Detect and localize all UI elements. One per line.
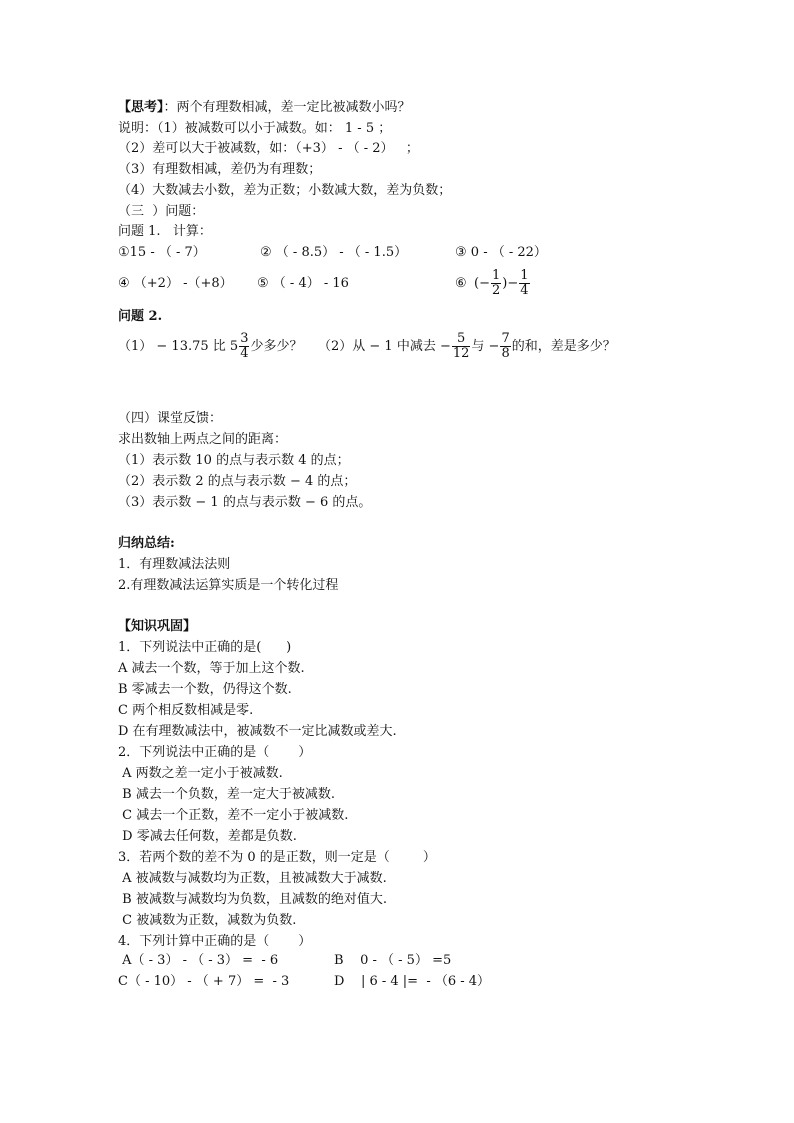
knowledge-q3-option-c: C 被减数为正数，减数为负数. <box>118 913 297 928</box>
numerator: 7 <box>501 331 510 346</box>
think-question: ：两个有理数相减，差一定比被减数小吗？ <box>163 100 411 115</box>
knowledge-q4-option-d: D | 6 - 4 |= - （6 - 4） <box>334 974 491 989</box>
fraction-three-quarters <box>239 332 249 361</box>
knowledge-q4-option-a: A（ - 3） - （ - 3） = - 6 <box>118 953 279 968</box>
numerator: 1 <box>520 268 529 283</box>
q2-2-post: 的和，差是多少？ <box>511 339 616 354</box>
denominator: 4 <box>240 346 249 361</box>
knowledge-q1: 1．下列说法中正确的是( ) <box>118 640 292 655</box>
q2-1-pre: （1） − 13.75 比 5 <box>118 339 239 354</box>
knowledge-q2-option-b: B 减去一个负数，差一定大于被减数. <box>118 787 335 802</box>
section4-heading: （四）课堂反馈： <box>118 411 223 426</box>
knowledge-q3-option-b: B 被减数与减数均为负数，且减数的绝对值大. <box>118 892 387 907</box>
q2-part-1 <box>118 329 302 365</box>
summary-item-1: 1．有理数减法法则 <box>118 557 231 572</box>
summary-heading: 归纳总结: <box>118 536 175 551</box>
denominator: 2 <box>491 283 501 298</box>
fraction-quarter <box>519 269 529 298</box>
q2-2-pre: （2）从 − 1 中减去 − <box>318 339 451 354</box>
question1-label: 问题 1. 计算： <box>118 224 212 239</box>
think-line <box>118 100 411 116</box>
knowledge-q4: 4．下列计算中正确的是（ ） <box>118 934 312 949</box>
q1-item-3: ③ 0 - （ - 22） <box>455 245 547 260</box>
knowledge-q1-option-a: A 减去一个数，等于加上这个数. <box>118 661 305 676</box>
fraction-five-twelfths <box>452 332 471 361</box>
q1-item-2: ② （ - 8.5） - （ - 1.5） <box>260 245 408 260</box>
think-point-4: （4）大数减去小数，差为正数；小数减大数，差为负数； <box>118 183 452 198</box>
knowledge-q2: 2．下列说法中正确的是（ ） <box>118 745 312 760</box>
expr-pre: (− <box>474 276 490 291</box>
knowledge-q1-option-d: D 在有理数减法中，被减数不一定比减数或差大. <box>118 724 397 739</box>
think-point-3: （3）有理数相减，差仍为有理数； <box>118 162 322 177</box>
section3-heading: （三 ）问题： <box>118 204 205 219</box>
question2-label: 问题 2. <box>118 309 163 324</box>
think-explain: 说明：（1）被减数可以小于减数。如： 1 - 5 ； <box>118 121 392 136</box>
q2-1-post: 少多少？ <box>250 339 303 354</box>
section4-item-2: （2）表示数 2 的点与表示数 − 4 的点； <box>118 474 357 489</box>
section4-intro: 求出数轴上两点之间的距离： <box>118 432 288 447</box>
knowledge-heading: 【知识巩固】 <box>118 619 197 634</box>
knowledge-q1-option-b: B 零减去一个数，仍得这个数. <box>118 682 292 697</box>
numerator: 3 <box>240 331 249 346</box>
denominator: 12 <box>452 346 470 361</box>
q1-item-6-label: ⑥ <box>455 276 467 291</box>
q1-item-4: ④ （+2） -（+8） <box>118 276 233 291</box>
numerator: 5 <box>456 331 466 346</box>
fraction-half <box>491 269 501 298</box>
fraction-seven-eighths <box>500 332 510 361</box>
q1-item-5: ⑤ （ - 4） - 16 <box>257 276 349 291</box>
summary-item-2: 2.有理数减法运算实质是一个转化过程 <box>118 578 339 593</box>
expr-mid: )− <box>502 276 519 291</box>
knowledge-q2-option-d: D 零减去任何数，差都是负数. <box>118 829 297 844</box>
q1-item-1: ①15 - （ - 7） <box>118 245 206 260</box>
knowledge-q4-option-c: C（ - 10） - （ + 7） = - 3 <box>118 974 290 989</box>
knowledge-q2-option-a: A 两数之差一定小于被减数. <box>118 766 283 781</box>
q1-item-6-expression <box>474 266 531 302</box>
think-point-2: （2）差可以大于被减数，如：（+3） - （ - 2） ； <box>118 141 419 156</box>
knowledge-q4-option-b: B 0 - （ - 5） =5 <box>334 953 452 968</box>
denominator: 4 <box>520 283 529 298</box>
denominator: 8 <box>501 346 510 361</box>
knowledge-q1-option-c: C 两个相反数相减是零. <box>118 703 254 718</box>
q2-part-2 <box>318 329 616 365</box>
knowledge-q3-option-a: A 被减数与减数均为正数，且被减数大于减数. <box>118 871 387 886</box>
knowledge-q2-option-c: C 减去一个正数，差不一定小于被减数. <box>118 808 349 823</box>
knowledge-q3: 3．若两个数的差不为 0 的是正数，则一定是（ ） <box>118 850 436 865</box>
section4-item-1: （1）表示数 10 的点与表示数 4 的点； <box>118 453 350 468</box>
q2-2-mid: 与 − <box>471 339 500 354</box>
numerator: 1 <box>491 268 501 283</box>
think-title: 【思考】 <box>118 100 164 115</box>
section4-item-3: （3）表示数 − 1 的点与表示数 − 6 的点。 <box>118 495 372 510</box>
